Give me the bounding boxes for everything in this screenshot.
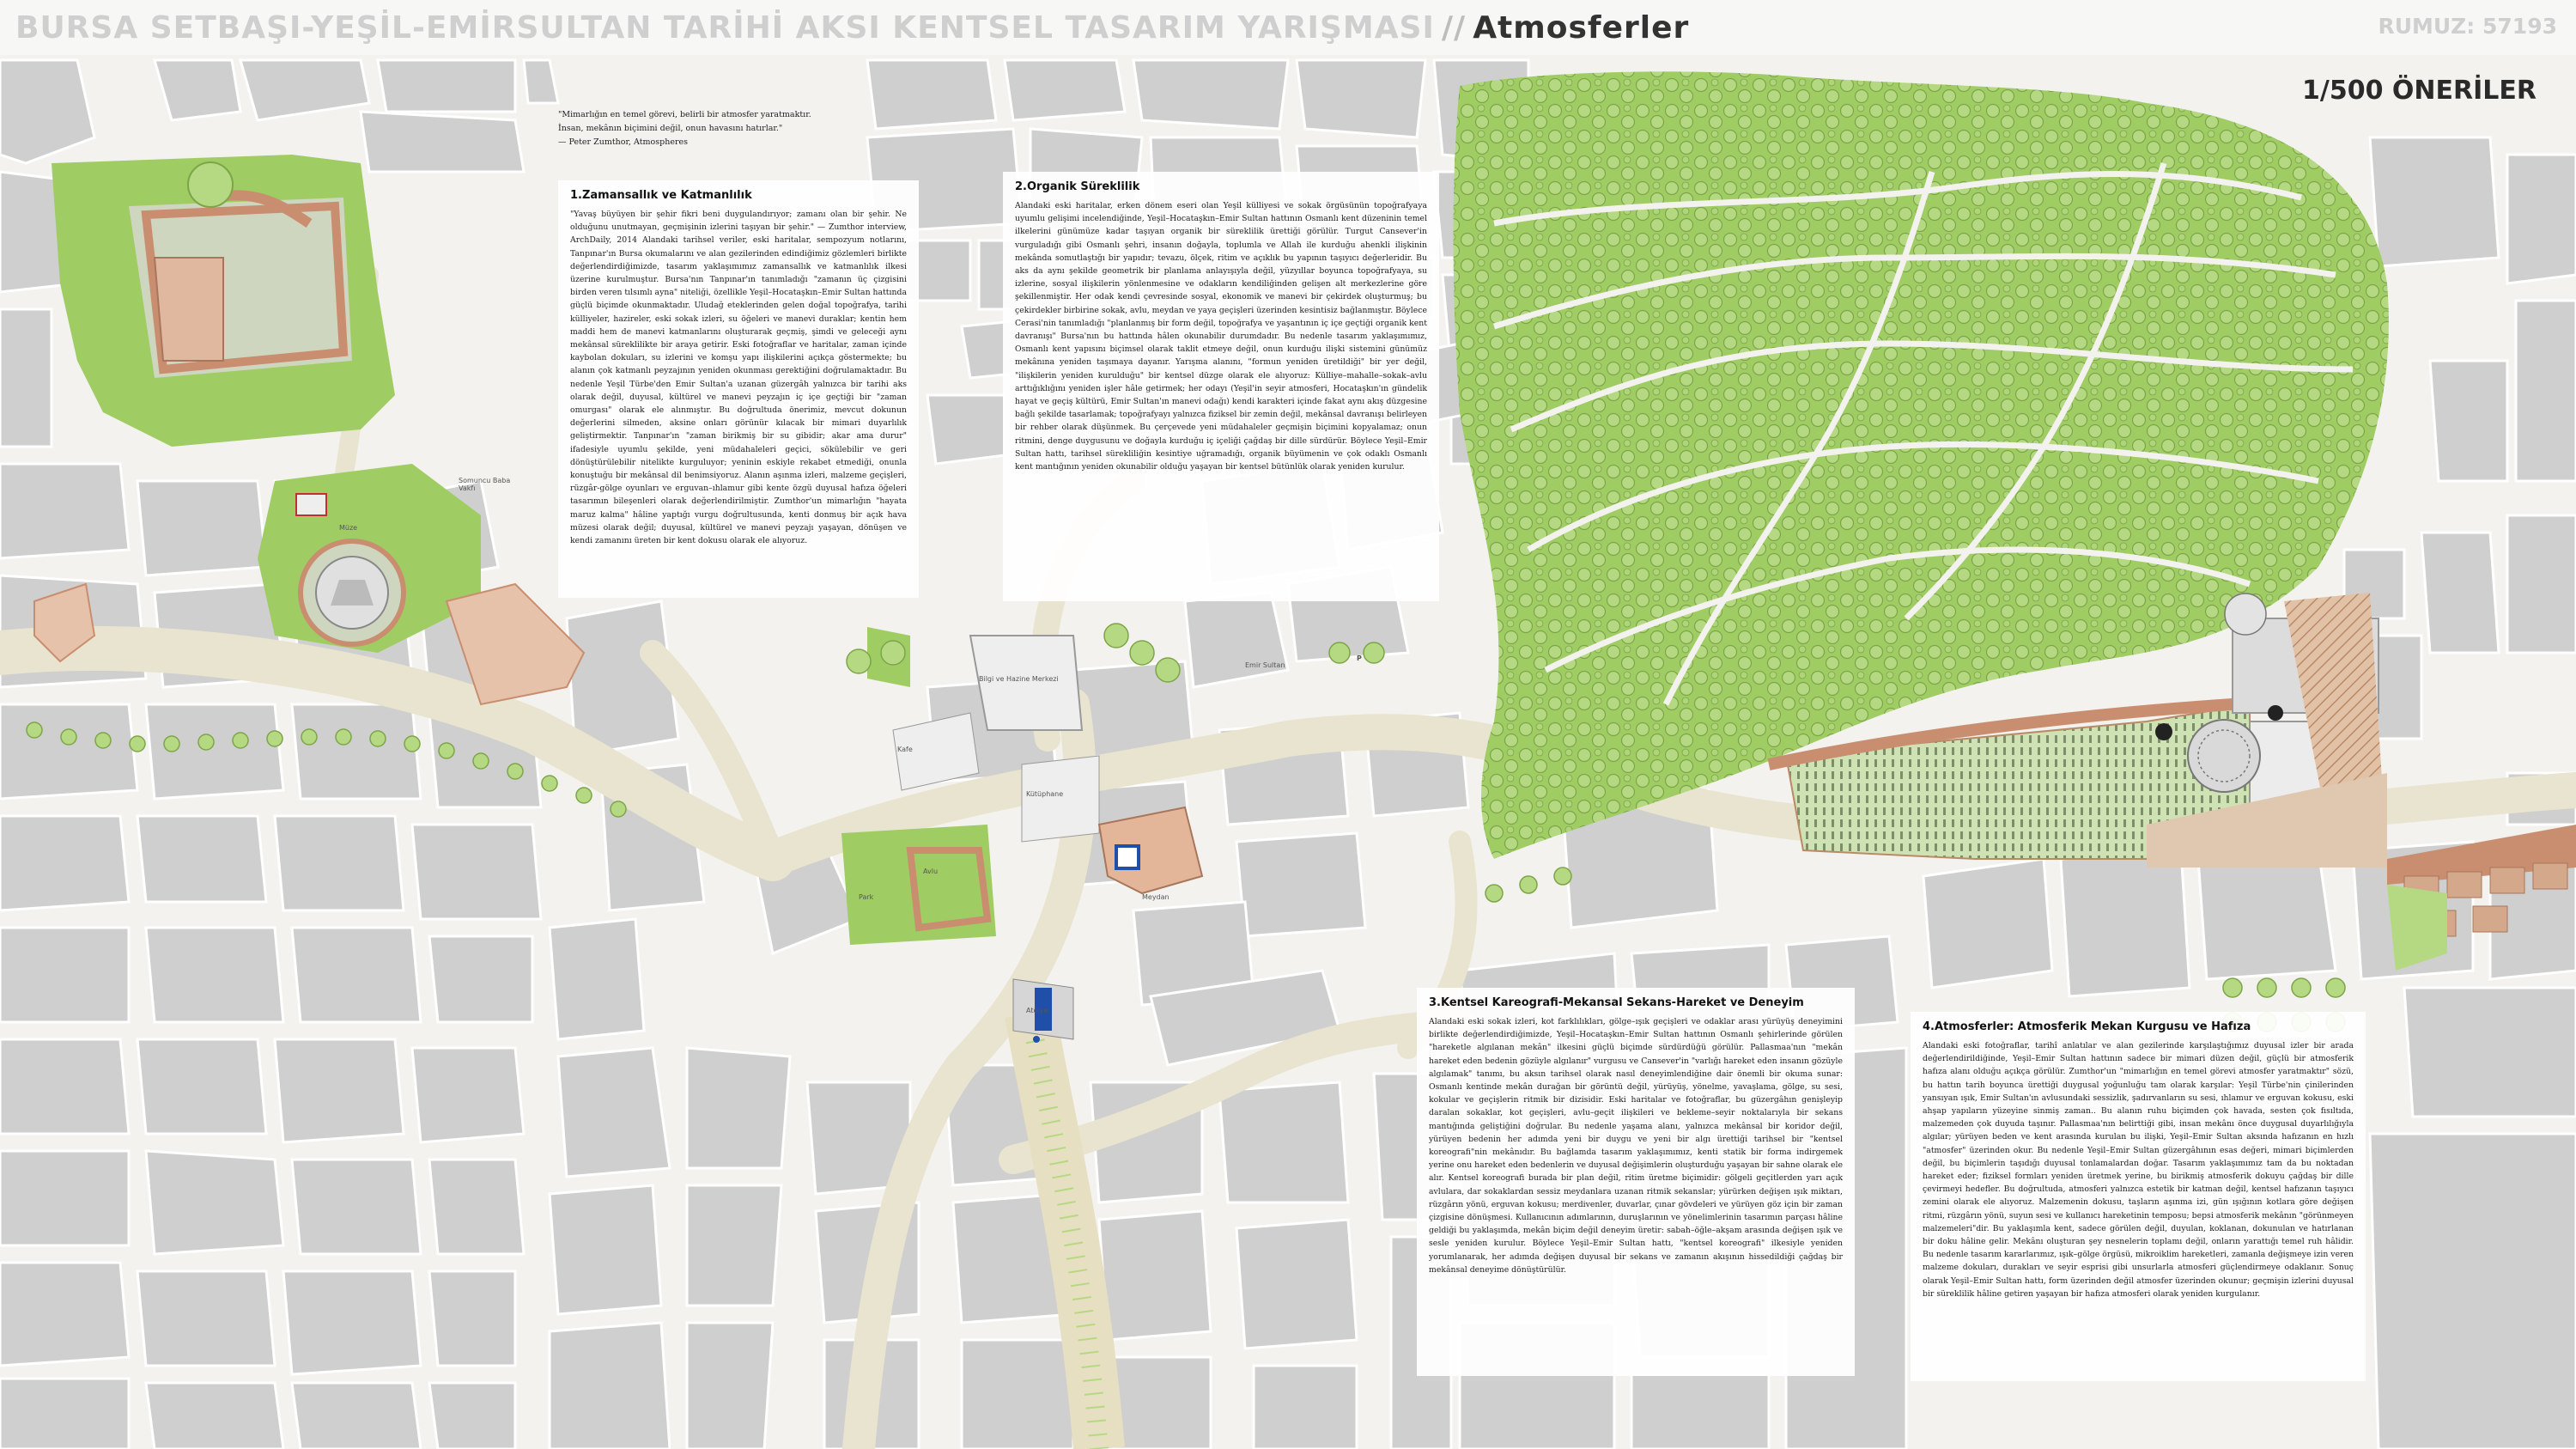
label-park: Park — [859, 893, 874, 901]
label-vakif-line2: Vakfı — [459, 484, 476, 492]
label-kafe: Kafe — [897, 746, 913, 753]
label-muze: Müze — [339, 524, 358, 532]
quote-line-1: "Mimarlığın en temel görevi, belirli bir atmosfer yaratmaktır. — [558, 110, 811, 119]
section-1-panel — [558, 180, 919, 598]
section-1-heading: 1.Zamansallık ve Katmanlılık — [570, 189, 752, 202]
title-main: BURSA SETBAŞI-YEŞİL-EMİRSULTAN TARİHİ AKSI KENTSEL TASARIM YARIŞMASI — [15, 10, 1435, 46]
label-kutuphane: Kütüphane — [1026, 790, 1064, 798]
label-vakif-line1: Somuncu Baba — [459, 477, 511, 484]
section-2-text: Alandaki eski haritalar, erken dönem eseri olan Yeşil külliyesi ve sokak örgüsünün topoğrafyaya uyumlu gelişimi incelendiğinde, Yeşil–Hocataşkın–Emir Sultan hattının Osmanlı kent düzeninin temel ilkelerini günümüze kadar taşıyan organik bir süreklilik ürettiği görülür. Turgut Cansever'in vurguladığı gibi Osmanlı şehri, insanın doğayla, toplumla ve Allah ile kurduğu ahenkli ilişkinin mekânda somutlaştığı bir yapıdır; tevazu, ölçek, ritim ve açıklık bu yapının taşıyıcı değerleridir. Bu aks da aynı şekilde geometrik bir planlama anlayışıyla değil, yüzyıllar boyunca topoğrafyaya, su izlerine, sosyal ilişkilerin yönlenmesine ve odakların kendiliğinden gelişen alt merkezlerine göre şekillenmiştir. Her odak kendi çevresinde sosyal, ekonomik ve manevi bir çekirdek oluşturmuş; bu çekirdekler birbirine sokak, avlu, meydan ve yaya geçişleri üzerinden kesintisiz bağlanmıştır. Böylece Cerasi'nin tanımladığı "planlanmış bir form değil, topoğrafya ve yaşantının iç içe geçtiği organik kent davranışı" Bursa'nın bu hattında hâlen okunabilir durumdadır. Bu nedenle tasarım yaklaşımımız, Osmanlı kent yapısını biçimsel olarak taklit etmeye değil, onun kurduğu ilişki sistemini günümüz mekânına yeniden taşımaya dayanır. Yarışma alanını, "formun yeniden üretildiği" bir yer değil, "ilişkilerin yeniden kurulduğu" bir kentsel düzge olarak ele alıyoruz: Külliye–mahalle–sokak–avlu arttığıklığını yeniden işler hâle getirmek; her odayı (Yeşil'in seyir atmosferi, Hocataşkın'ın gündelik hayat ve geçiş kültürü, Emir Sultan'ın manevi odağı) kendi karakteri içinde fakat aynı akış düzgesine bağlı şekilde tasarlamak; topoğrafyayı yalnızca fiziksel bir zemin değil, mekânsal davranışı belirleyen bir rehber olarak düşünmek. Bu çerçevede yeni müdahaleler geçmişin biçimini kopyalamaz; onun ritmini, denge duygusunu ve doğayla kurduğu iç içeliği çağdaş bir dille sürdürür. Böylece Yeşil–Emir Sultan hattı, tarihsel sürekliliğin kesintiye uğramadığı, organik büyümenin ve çok odaklı Osmanlı kent mantığının yeniden okunabilir olduğu yaşayan bir kentsel bütünlük olarak yeniden kurulur. — [1015, 201, 1427, 472]
section-4-heading: 4.Atmosferler: Atmosferik Mekan Kurgusu ve Hafıza — [1923, 1020, 2251, 1033]
label-parking: P — [1357, 654, 1362, 662]
title-subtitle: Atmosferler — [1473, 10, 1690, 46]
quote-author: — Peter Zumthor, Atmospheres — [558, 137, 689, 147]
scale-label: 1/500 ÖNERİLER — [2302, 76, 2537, 106]
label-bilgi: Bilgi ve Hazine Merkezi — [979, 675, 1059, 683]
label-meydan: Meydan — [1142, 893, 1170, 901]
section-3-panel — [1417, 988, 1855, 1376]
label-avlu: Avlu — [923, 868, 939, 875]
quote-line-2: İnsan, mekânın biçimini değil, onun havasını hatırlar." — [558, 124, 783, 133]
section-4-text: Alandaki eski fotoğraflar, tarihî anlatılar ve alan gezilerinde karşılaştığımız duyusal izler bir arada değerlendirildiğinde, Yeşil–Emir Sultan hattının sadece bir mimari düzen değil, güçlü bir atmosferik hafıza alanı olduğu açıkça görülür. Zumthor'un "mimarlığın en temel görevi atmosfer yaratmaktır" sözü, bu hattın tarih boyunca ürettiği duygusal yoğunluğu tam olarak karşılar: Yeşil Türbe'nin çinilerinden yansıyan ışık, Emir Sultan'ın avlusundaki sessizlik, şadırvanların su sesi, ıhlamur ve erguvan kokusu, eski ahşap yapıların yüzeyine sinmiş zaman.. Bu alanın ruhu biçimden çok havada, sesten çok fısıltıda, malzemeden çok duyuda taşınır. Pallasmaa'nın belirttiği gibi, insan mekânı önce duygusal duyarlılığıyla algılar; yürüyen beden ve kent arasında kurulan bu ilişki, Yeşil–Emir Sultan aksında hafızanın en hızlı "atmosfer" üzerinden okur. Bu nedenle Yeşil–Emir Sultan güzergâhının esas değeri, mimari biçimlerden değil, bu biçimlerin taşıdığı duyusal tonlamalardan doğar. Tasarım yaklaşımımız tam da bu noktadan hareket eder; fiziksel formları yeniden üretmek yerine, bu birikmiş atmosferik dokuyu çağdaş bir dille çevirmeyi hedefler. Bu doğrultuda, atmosferi yalnızca estetik bir katman değil, kentsel hafızanın taşıyıcı zemini olarak ele alıyoruz. Malzemenin dokusu, taşların aşınma izi, gün ışığının kotlara göre değişen ritmi, rüzgârın yönü, suyun sesi ve kullanıcı hareketinin temposu; bepsi atmosferik mekânın "görünmeyen malzemeleri"dir. Bu yaklaşımla kent, sadece görülen değil, duyulan, koklanan, dokunulan ve hatırlanan bir doku hâline gelir. Mekânı oluşturan şey nesnelerin toplamı değil, onların yarattığı temel ruh hâlidir. Bu nedenle tasarım kararlarımız, ışık–gölge örgüsü, mikroiklim hareketleri, zamanla değişmeye izin veren malzeme dokuları, durakları ve seyir esprisi gibi unsurlarla atmosferi güçlendirmeye odaklanır. Sonuç olarak Yeşil–Emir Sultan hattı, form üzerinden değil atmosfer üzerinden okunur; geçmişin izlerini duyusal bir süreklilik hâline getiren yaşayan bir hafıza atmosferi olarak yeniden kurgulanır. — [1923, 1041, 2354, 1299]
label-vakif — [459, 477, 510, 492]
label-direction: Emir Sultan — [1245, 661, 1285, 669]
section-2-panel — [1003, 172, 1439, 601]
header-bar — [0, 0, 2576, 55]
label-atolye: Atölye — [1026, 1007, 1048, 1014]
section-2-heading: 2.Organik Süreklilik — [1015, 180, 1140, 193]
board-title — [15, 10, 1689, 46]
section-4-panel — [1911, 1012, 2366, 1381]
section-3-heading: 3.Kentsel Kareografi-Mekansal Sekans-Hareket ve Deneyim — [1429, 996, 1804, 1009]
section-3-text: Alandaki eski sokak izleri, kot farklılıkları, gölge–ışık geçişleri ve odaklar arası yürüyüş deneyimini birlikte değerlendirdiğimizde, Yeşil–Hocataşkın–Emir Sultan hattının Osmanlı şehirlerinde görülen "hareketle algılanan mekân" ilkesini güçlü biçimde sürdürdüğü görülür. Pallasmaa'nın "mekân hareket eden bedenin gözüyle algılanır" vurgusu ve Cansever'in "varlığı hareket eden insanın gözüyle algılamak" tanımı, bu aksın tarihsel olarak nasıl deneyimlendiğine dair önemli bir okuma sunar: Osmanlı kentinde mekân durağan bir görüntü değil, yürüyüş, yönelme, yavaşlama, gölge, su sesi, kokular ve geçişlerin ritmik bir dizisidir. Eski haritalar ve fotoğraflar, bu güzergâhın genişleyip daralan sokaklar, kot geçişleri, avlu–geçit ilişkileri ve bekleme–seyir noktalarıyla bir sekans mantığında geliştiğini doğrular. Bu nedenle yaşama alanı, yalnızca mekânsal bir koridor değil, yürüyen bedenin her adımda yeni bir duygu ve yeni bir algı ürettiği tarihsel bir "kentsel koreografi"nin mekânıdır. Bu bağlamda tasarım yaklaşımımız, kenti statik bir forma indirgemek yerine onu hareket eden bedenlerin ve duyusal değişimlerin oluşturduğu yaşayan bir sahne olarak ele alır. Kentsel koreografi burada bir plan değil, ritim üretme biçimidir: gölgeli geçitlerden yarı açık avlulara, dar sokaklardan sessiz meydanlara uzanan ritmik sekanslar; yürürken değişen ışık miktarı, rüzgârın yönü, erguvan kokusu; merdivenler, duvarlar, çınar gövdeleri ve yürüyen göz için bir zaman çizgisine dönüşmesi. Kullanıcının adımlarının, duruşlarının ve yönelimlerinin tasarımın parçası hâline geldiği bu yaklaşımda, mekân biçim değil deneyim üretir: sabah–öğle–akşam arasında değişen ışık ve sesle yeniden kurulur. Böylece Yeşil–Emir Sultan hattı, "kentsel koreografi" ilkesiyle yeniden yorumlanarak, her adımda değişen duyusal bir sekans ve zamanın akışının hissedildiği çağdaş bir mekânsal deneyime dönüştürülür. — [1429, 1017, 1843, 1275]
entry-code: RUMUZ: 57193 — [2378, 14, 2557, 39]
section-1-text: "Yavaş büyüyen bir şehir fikri beni duygulandırıyor; zamanı olan bir şehir. Ne olduğunu unutmayan, geçmişinin izlerini taşıyan bir şehir." — Zumthor interview, ArchDaily, 2014 Alandaki tarihsel veriler, eski haritalar, sempozyum notlarını, Tanpınar'ın Bursa okumalarını ve alan gezilerinden edindiğimiz gözlemleri birlikte değerlendirdiğimizde, tasarım yaklaşımımız zamansallık ve katmanlılık ilkesi üzerine kurulmuştur. Bursa'nın Tanpınar'ın tanımladığı "zamanın üç çizgisini birden veren tılsımlı ayna" niteliği, özellikle Yeşil–Hocataşkın–Emir Sultan hattında güçlü biçimde okunmaktadır. Uludağ eteklerinden gelen doğal topoğrafya, tarihi külliyeler, hazireler, eski sokak izleri, su öğeleri ve manevi duraklar; kentin hem maddi hem de manevi katmanlarını oluşturarak geçmiş, şimdi ve geleceği aynı mekânsal süreklilikte bir araya getirir. Eski fotoğraflar ve haritalar, zaman içinde kaybolan dokuları, su izlerini ve komşu yapı ilişkilerini açıkça göstermekte; bu alanın çok katmanlı peyzajının yeniden okunması gerektiğini doğrulamaktadır. Bu nedenle Yeşil Türbe'den Emir Sultan'a uzanan güzergâh yalnızca bir tarihi aks olarak değil, duyusal, kültürel ve manevi peyzajın iç içe geçtiği bir "zaman omurgası" olarak ele alınmıştır. Bu doğrultuda önerimiz, mevcut dokunun değerlerini silmeden, aksine onları görünür kılacak bir mimari duyarlılık geliştirmektir. Tanpınar'ın "zaman birikmiş bir su gibidir; akar ama durur" ifadesiyle uyumlu şekilde, yeni müdahaleleri geçici, sökülebilir ve geri dönüştürülebilir nitelikte kurguluyor; yeninin eskiyle rekabet etmediği, onunla konuştuğu bir mekânsal dil benimsiyoruz. Alanın aşınma izleri, malzeme geçişleri, rüzgâr-gölge oyunları ve erguvan–ıhlamur gibi kente özgü duyusal hafıza öğeleri tasarımın bileşenleri olarak değerlendirilmiştir. Zumthor'un mimarlığın "hayata maruz kalma" hâline yaptığı vurgu doğrultusunda, kenti donmuş bir açık hava müzesi olarak değil; duyusal, kültürel ve manevi peyzajı yaşayan, dönüşen ve kendi zamanını üreten bir kent dokusu olarak ele alıyoruz. — [570, 210, 907, 546]
title-separator: // — [1441, 10, 1467, 46]
zumthor-quote — [558, 108, 859, 149]
